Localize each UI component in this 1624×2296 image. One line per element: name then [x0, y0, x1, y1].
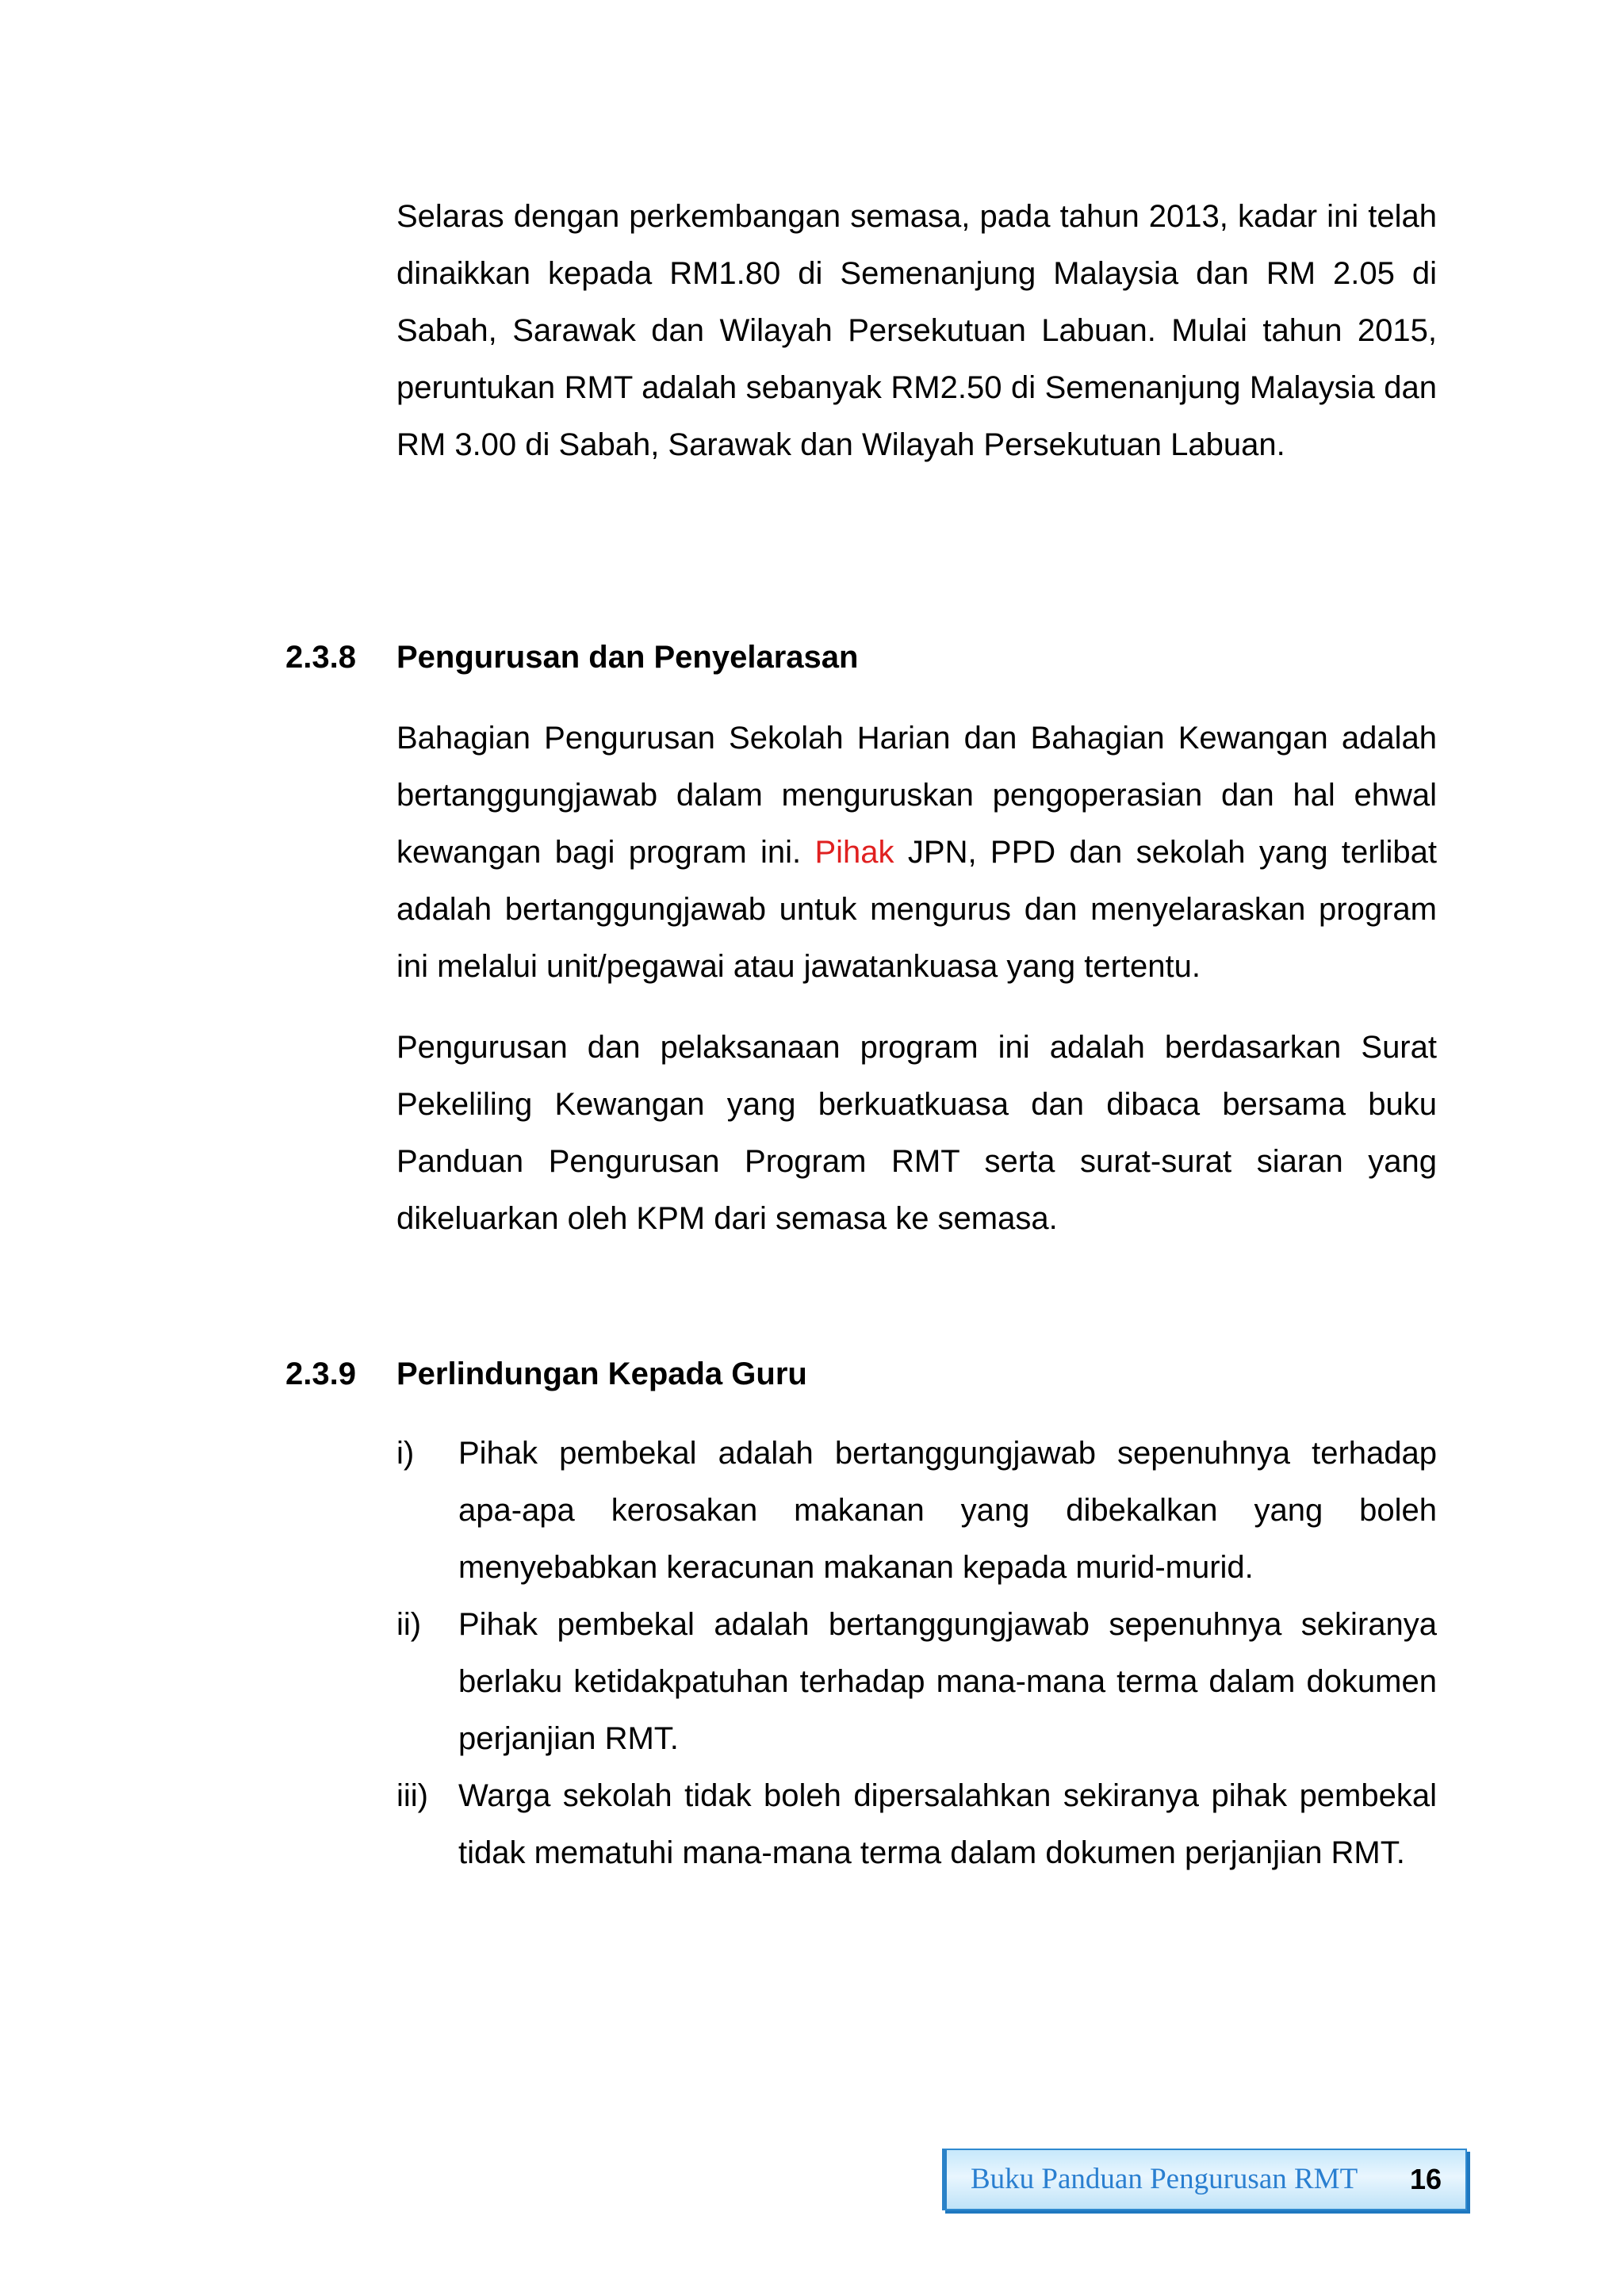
footer-title: Buku Panduan Pengurusan RMT	[971, 2163, 1358, 2195]
section-number: 2.3.8	[285, 640, 356, 675]
list-marker: iii)	[396, 1778, 428, 1813]
intro-paragraph: Selaras dengan perkembangan semasa, pada tahun 2013, kadar ini telah dinaikkan kepada RM1.80 di Semenanjung Malaysia dan RM 2.05 di Sabah, Sarawak dan Wilayah Persekutuan Labuan. Mulai tahun 2015, peruntukan RMT adalah sebanyak RM2.50 di Semenanjung Malaysia dan RM 3.00 di Sabah, Sarawak dan Wilayah Persekutuan Labuan.	[396, 199, 1437, 462]
section-paragraph	[396, 710, 1437, 995]
list-marker: i)	[396, 1436, 415, 1471]
highlighted-word: Pihak	[814, 835, 894, 870]
section-paragraph: Pengurusan dan pelaksanaan program ini adalah berdasarkan Surat Pekeliling Kewangan yang berkuatkuasa dan dibaca bersama buku Panduan Pengurusan Program RMT serta surat-surat siaran yang dikeluarkan oleh KPM dari semasa ke semasa.	[396, 1030, 1437, 1236]
section-number: 2.3.9	[285, 1357, 356, 1391]
list-marker: ii)	[396, 1607, 422, 1642]
section-title: Pengurusan dan Penyelarasan	[396, 640, 859, 675]
page-number: 16	[1409, 2163, 1442, 2195]
list-item-text: Pihak pembekal adalah bertanggungjawab sepenuhnya terhadap apa-apa kerosakan makanan yang dibekalkan yang boleh menyebabkan keracunan makanan kepada murid-murid.	[458, 1436, 1437, 1585]
paragraph-text: Bahagian Pengurusan Sekolah Harian dan Bahagian Kewangan adalah bertanggungjawab dalam menguruskan pengoperasian dan hal ehwal kewangan bagi program ini.	[396, 721, 1437, 870]
footer-banner	[942, 2149, 1467, 2210]
section-title: Perlindungan Kepada Guru	[396, 1357, 807, 1391]
list-item-text: Warga sekolah tidak boleh dipersalahkan sekiranya pihak pembekal tidak mematuhi mana-mana terma dalam dokumen perjanjian RMT.	[458, 1778, 1437, 1870]
list-item-text: Pihak pembekal adalah bertanggungjawab sepenuhnya sekiranya berlaku ketidakpatuhan terhadap mana-mana terma dalam dokumen perjanjian RMT.	[458, 1607, 1437, 1756]
paragraph-text: JPN, PPD dan sekolah yang terlibat adalah bertanggungjawab untuk mengurus dan menyelaraskan program ini melalui unit/pegawai atau jawatankuasa yang tertentu.	[396, 835, 1437, 984]
